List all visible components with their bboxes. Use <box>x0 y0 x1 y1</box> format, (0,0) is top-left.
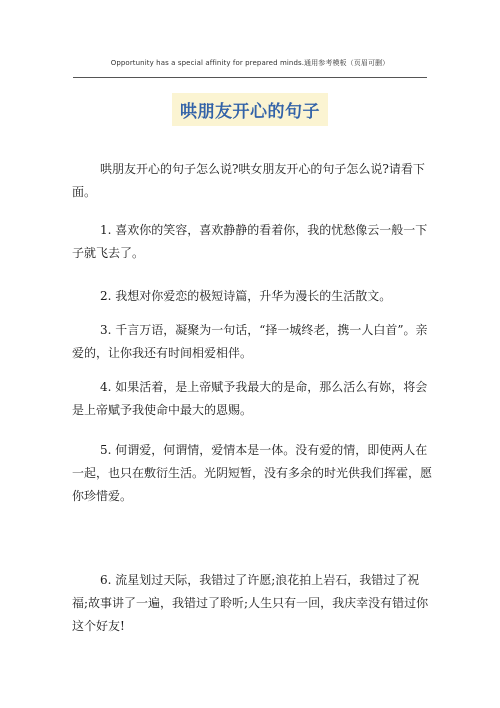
intro-paragraph: 哄朋友开心的句子怎么说?哄女朋友开心的句子怎么说?请看下面。 <box>72 162 425 199</box>
paragraph-5: 5. 何谓爱，何谓情，爱情本是一体。没有爱的情，即使两人在一起，也只在敷衍生活。光阴短暂，没有多余的时光供我们挥霍，愿你珍惜爱。 <box>72 443 433 503</box>
paragraph-4: 4. 如果活着，是上帝赋予我最大的是命，那么活么有妳，将会是上帝赋予我使命中最大的恩赐。 <box>72 380 428 417</box>
paragraph-1: 1. 喜欢你的笑容，喜欢静静的看着你，我的忧愁像云一般一下子就飞去了。 <box>72 223 428 260</box>
paragraph-6: 6. 流星划过天际，我错过了许愿;浪花拍上岩石，我错过了祝福;故事讲了一遍，我错过了聆听;人生只有一回，我庆幸没有错过你这个好友! <box>72 573 429 633</box>
title-container <box>0 93 500 126</box>
paragraph-3: 3. 千言万语，凝聚为一句话，“择一城终老，携一人白首”。亲爱的，让你我还有时间相爱相伴。 <box>72 323 428 360</box>
page-header-text: Opportunity has a special affinity for prepared minds.通用参考模板（页眉可删） <box>110 59 390 67</box>
paragraph-2: 2. 我想对你爱恋的极短诗篇，升华为漫长的生活散文。 <box>100 289 392 303</box>
document-title: 哄朋友开心的句子 <box>172 93 328 126</box>
header-divider <box>73 77 427 78</box>
